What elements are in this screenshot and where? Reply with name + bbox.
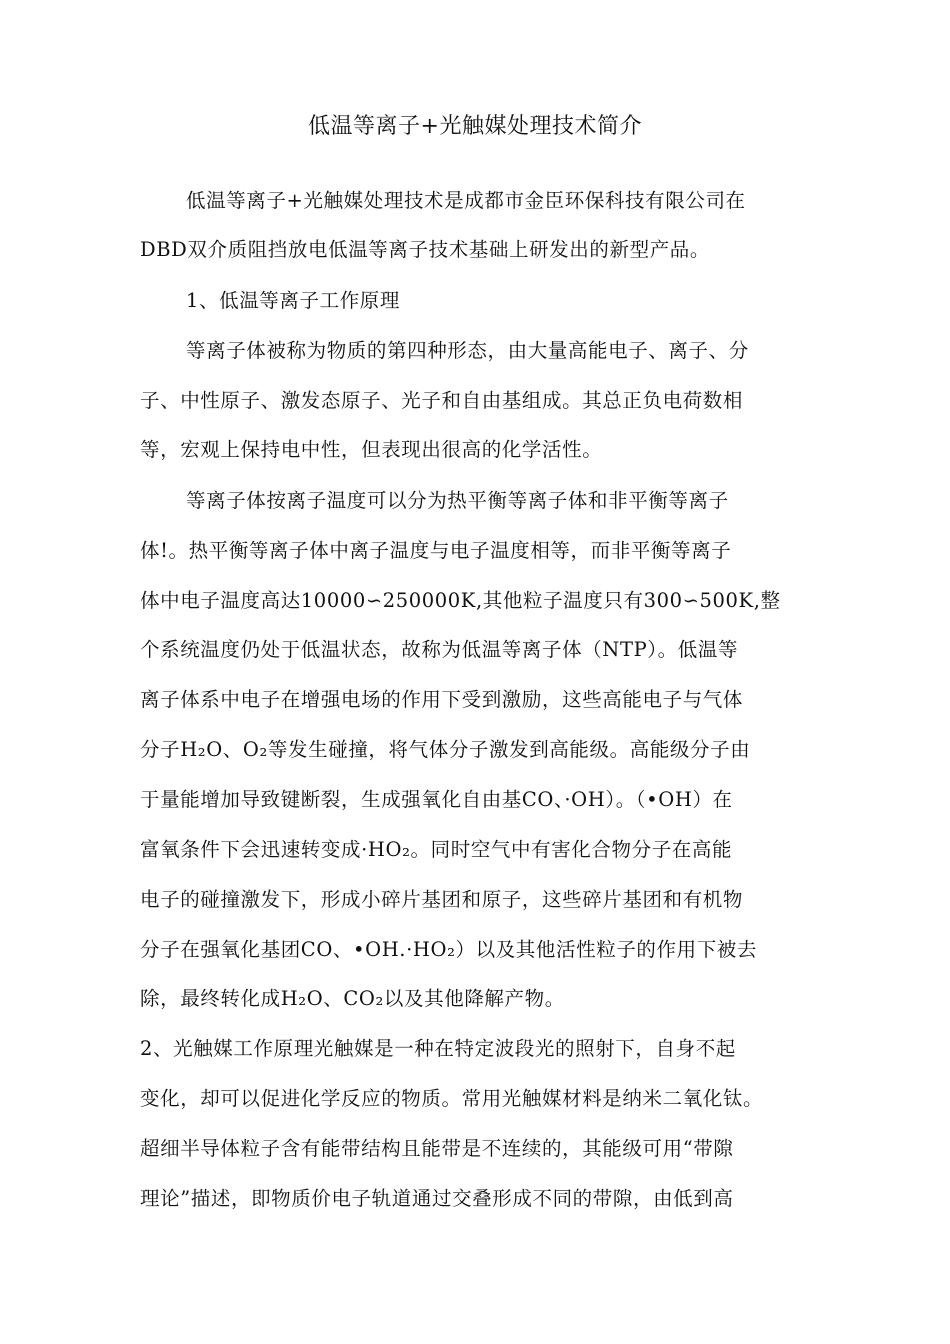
- paragraph-line: 等离子体按离子温度可以分为热平衡等离子体和非平衡等离子: [186, 489, 729, 512]
- paragraph-line: 于量能增加导致键断裂，生成强氧化自由基CO、·OH）。（•OH）在: [140, 788, 733, 811]
- paragraph-line: 离子体系中电子在增强电场的作用下受到激励，这些高能电子与气体: [140, 688, 744, 711]
- paragraph-line: 超细半导体粒子含有能带结构且能带是不连续的，其能级可用“带隙: [140, 1137, 734, 1160]
- paragraph-line: 分子H₂O、O₂等发生碰撞，将气体分子激发到高能级。高能级分子由: [140, 738, 751, 761]
- paragraph-line: 分子在强氧化基团CO、•OH.·HO₂）以及其他活性粒子的作用下被去: [140, 938, 758, 961]
- paragraph-line: 低温等离子+光触媒处理技术是成都市金臣环保科技有限公司在: [186, 189, 746, 212]
- paragraph-line: 体中电子温度高达10000∽250000K,其他粒子温度只有300∽500K,整: [140, 589, 781, 612]
- paragraph-line: 2、光触媒工作原理光触媒是一种在特定波段光的照射下，自身不起: [140, 1037, 736, 1060]
- document-title: 低温等离子+光触媒处理技术简介: [308, 114, 642, 139]
- paragraph-line: 个系统温度仍处于低温状态，故称为低温等离子体（NTP）。低温等: [140, 638, 739, 661]
- paragraph-line: DBD双介质阻挡放电低温等离子技术基础上研发出的新型产品。: [140, 238, 710, 261]
- paragraph-line: 电子的碰撞激发下，形成小碎片基团和原子，这些碎片基团和有机物: [140, 888, 744, 911]
- paragraph-line: 富氧条件下会迅速转变成·HO₂。同时空气中有害化合物分子在高能: [140, 838, 733, 861]
- paragraph-line: 等，宏观上保持电中性，但表现出很高的化学活性。: [140, 438, 603, 461]
- paragraph-line: 子、中性原子、激发态原子、光子和自由基组成。其总正负电荷数相: [140, 389, 744, 412]
- paragraph-line: 等离子体被称为物质的第四种形态，由大量高能电子、离子、分: [186, 339, 749, 362]
- paragraph-line: 理论”描述，即物质价电子轨道通过交叠形成不同的带隙，由低到高: [140, 1187, 734, 1210]
- section-heading: 1、低温等离子工作原理: [186, 289, 401, 312]
- paragraph-line: 除，最终转化成H₂O、CO₂以及其他降解产物。: [140, 987, 565, 1010]
- paragraph-line: 变化，却可以促进化学反应的物质。常用光触媒材料是纳米二氧化钛。: [140, 1087, 764, 1110]
- paragraph-line: 体!。热平衡等离子体中离子温度与电子温度相等，而非平衡等离子: [140, 539, 732, 562]
